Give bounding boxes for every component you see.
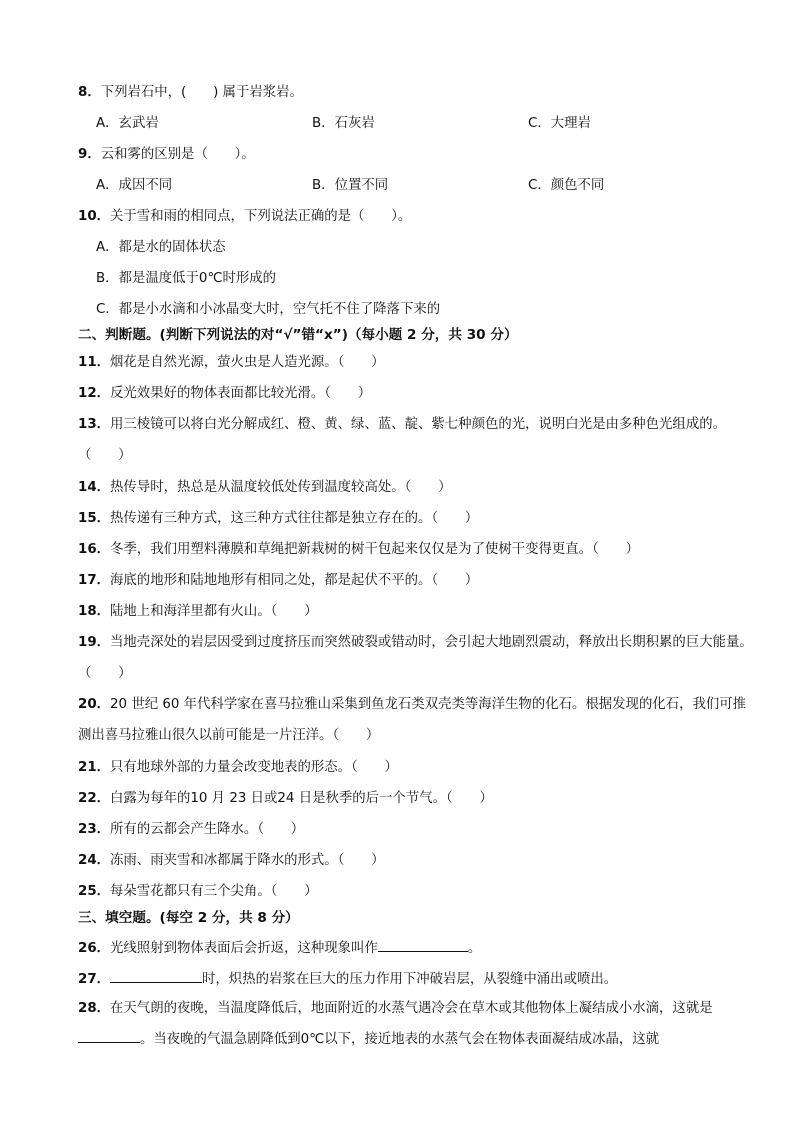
question-19 — [78, 627, 758, 689]
question-text: 光线照射到物体表面后会折返，这种现象叫作 — [110, 941, 378, 956]
question-28 — [78, 993, 758, 1055]
question-text: 在天气朗的夜晚，当温度降低后，地面附近的水蒸气遇冷会在草木或其他物体上凝结成小水滴，这就是 — [110, 1001, 713, 1016]
question-14 — [78, 479, 758, 497]
question-text: 20 世纪 60 年代科学家在喜马拉雅山采集到鱼龙石类双壳类等海洋生物的化石。根据发现的化石，我们可推测出喜马拉雅山很久以前可能是一片汪洋。（ ） — [78, 697, 747, 743]
question-number: 23． — [78, 822, 111, 837]
question-text: 陆地上和海洋里都有火山。（ ） — [110, 604, 318, 619]
question-number: 19． — [78, 635, 111, 650]
question-16 — [78, 541, 758, 559]
question-text: 云和雾的区别是（ ）。 — [100, 147, 255, 162]
question-18 — [78, 603, 758, 621]
answer-blank[interactable] — [378, 937, 468, 952]
question-number: 25． — [78, 884, 111, 899]
question-17 — [78, 572, 758, 590]
question-13 — [78, 409, 758, 471]
question-20 — [78, 689, 758, 751]
question-number: 18． — [78, 604, 111, 619]
question-text: 用三棱镜可以将白光分解成红、橙、黄、绿、蓝、靛、紫七种颜色的光，说明白光是由多种色光组成的。（ ） — [78, 417, 726, 463]
question-text: 冻雨、雨夹雪和冰都属于降水的形式。（ ） — [110, 853, 385, 868]
question-12 — [78, 385, 758, 403]
question-number: 24． — [78, 853, 111, 868]
question-number: 13． — [78, 417, 111, 432]
question-number: 16． — [78, 542, 111, 557]
question-text: 烟花是自然光源，萤火虫是人造光源。（ ） — [110, 355, 385, 370]
option-a: A．成因不同 — [96, 178, 173, 193]
question-27 — [78, 968, 758, 989]
question-text: 关于雪和雨的相同点，下列说法正确的是（ ）。 — [110, 209, 412, 224]
question-text: 时，炽热的岩浆在巨大的压力作用下冲破岩层，从裂缝中涌出或喷出。 — [202, 972, 618, 987]
question-number: 15． — [78, 511, 111, 526]
section-3-title: 三、填空题。(每空 2 分，共 8 分） — [78, 910, 299, 926]
question-22 — [78, 790, 758, 808]
question-number: 22． — [78, 791, 111, 806]
question-number: 21． — [78, 760, 111, 775]
question-26 — [78, 937, 758, 958]
option-c: C．大理岩 — [528, 116, 591, 131]
question-number: 10． — [78, 209, 111, 224]
option-a: A．玄武岩 — [96, 116, 159, 131]
question-15 — [78, 510, 758, 528]
question-24 — [78, 852, 758, 870]
option-c: C．颜色不同 — [528, 178, 605, 193]
question-number: 12． — [78, 386, 111, 401]
question-text: 白露为每年的10 月 23 日或24 日是秋季的后一个节气。（ ） — [110, 791, 493, 806]
question-10 — [78, 208, 758, 226]
question-text-end: 。 — [467, 941, 482, 956]
question-text: 只有地球外部的力量会改变地表的形态。（ ） — [110, 760, 398, 775]
question-number: 28． — [78, 1001, 111, 1016]
question-text: 热传导时，热总是从温度较低处传到温度较高处。（ ） — [110, 480, 452, 495]
question-text: 海底的地形和陆地地形有相同之处，都是起伏不平的。（ ） — [110, 573, 479, 588]
question-text: 每朵雪花都只有三个尖角。（ ） — [110, 884, 318, 899]
question-number: 11． — [78, 355, 111, 370]
question-text: 冬季，我们用塑料薄膜和草绳把新栽树的树干包起来仅仅是为了使树干变得更直。（ ） — [110, 542, 639, 557]
option-a: A．都是水的固体状态 — [96, 240, 226, 255]
option-c: C．都是小水滴和小冰晶变大时，空气托不住了降落下来的 — [96, 302, 441, 317]
option-b: B．石灰岩 — [312, 116, 375, 131]
answer-blank[interactable] — [110, 968, 202, 983]
question-8 — [78, 84, 758, 102]
question-11 — [78, 354, 758, 372]
question-21 — [78, 759, 758, 777]
question-text: 当地壳深处的岩层因受到过度挤压而突然破裂或错动时，会引起大地剧烈震动，释放出长期积累的巨大能量。（ ） — [78, 635, 753, 681]
answer-blank[interactable] — [78, 1028, 140, 1043]
section-2-title: 二、判断题。(判断下列说法的对“√”错“x”)（每小题 2 分，共 30 分） — [78, 327, 518, 343]
question-text: 热传递有三种方式，这三种方式往往都是独立存在的。（ ） — [110, 511, 479, 526]
question-23 — [78, 821, 758, 839]
question-number: 8． — [78, 85, 101, 100]
question-text: 反光效果好的物体表面都比较光滑。（ ） — [110, 386, 372, 401]
question-number: 9． — [78, 147, 101, 162]
question-text: 所有的云都会产生降水。（ ） — [110, 822, 305, 837]
option-b: B．都是温度低于0℃时形成的 — [96, 271, 277, 286]
question-number: 27． — [78, 972, 111, 987]
option-b: B．位置不同 — [312, 178, 389, 193]
question-text: 下列岩石中，( ) 属于岩浆岩。 — [100, 85, 303, 100]
question-9 — [78, 146, 758, 164]
question-text-end: 。当夜晚的气温急剧降低到0℃以下，接近地表的水蒸气会在物体表面凝结成冰晶，这就 — [140, 1032, 660, 1047]
question-25 — [78, 883, 758, 901]
question-number: 20． — [78, 697, 111, 712]
question-number: 17． — [78, 573, 111, 588]
question-number: 26． — [78, 941, 111, 956]
question-number: 14． — [78, 480, 111, 495]
